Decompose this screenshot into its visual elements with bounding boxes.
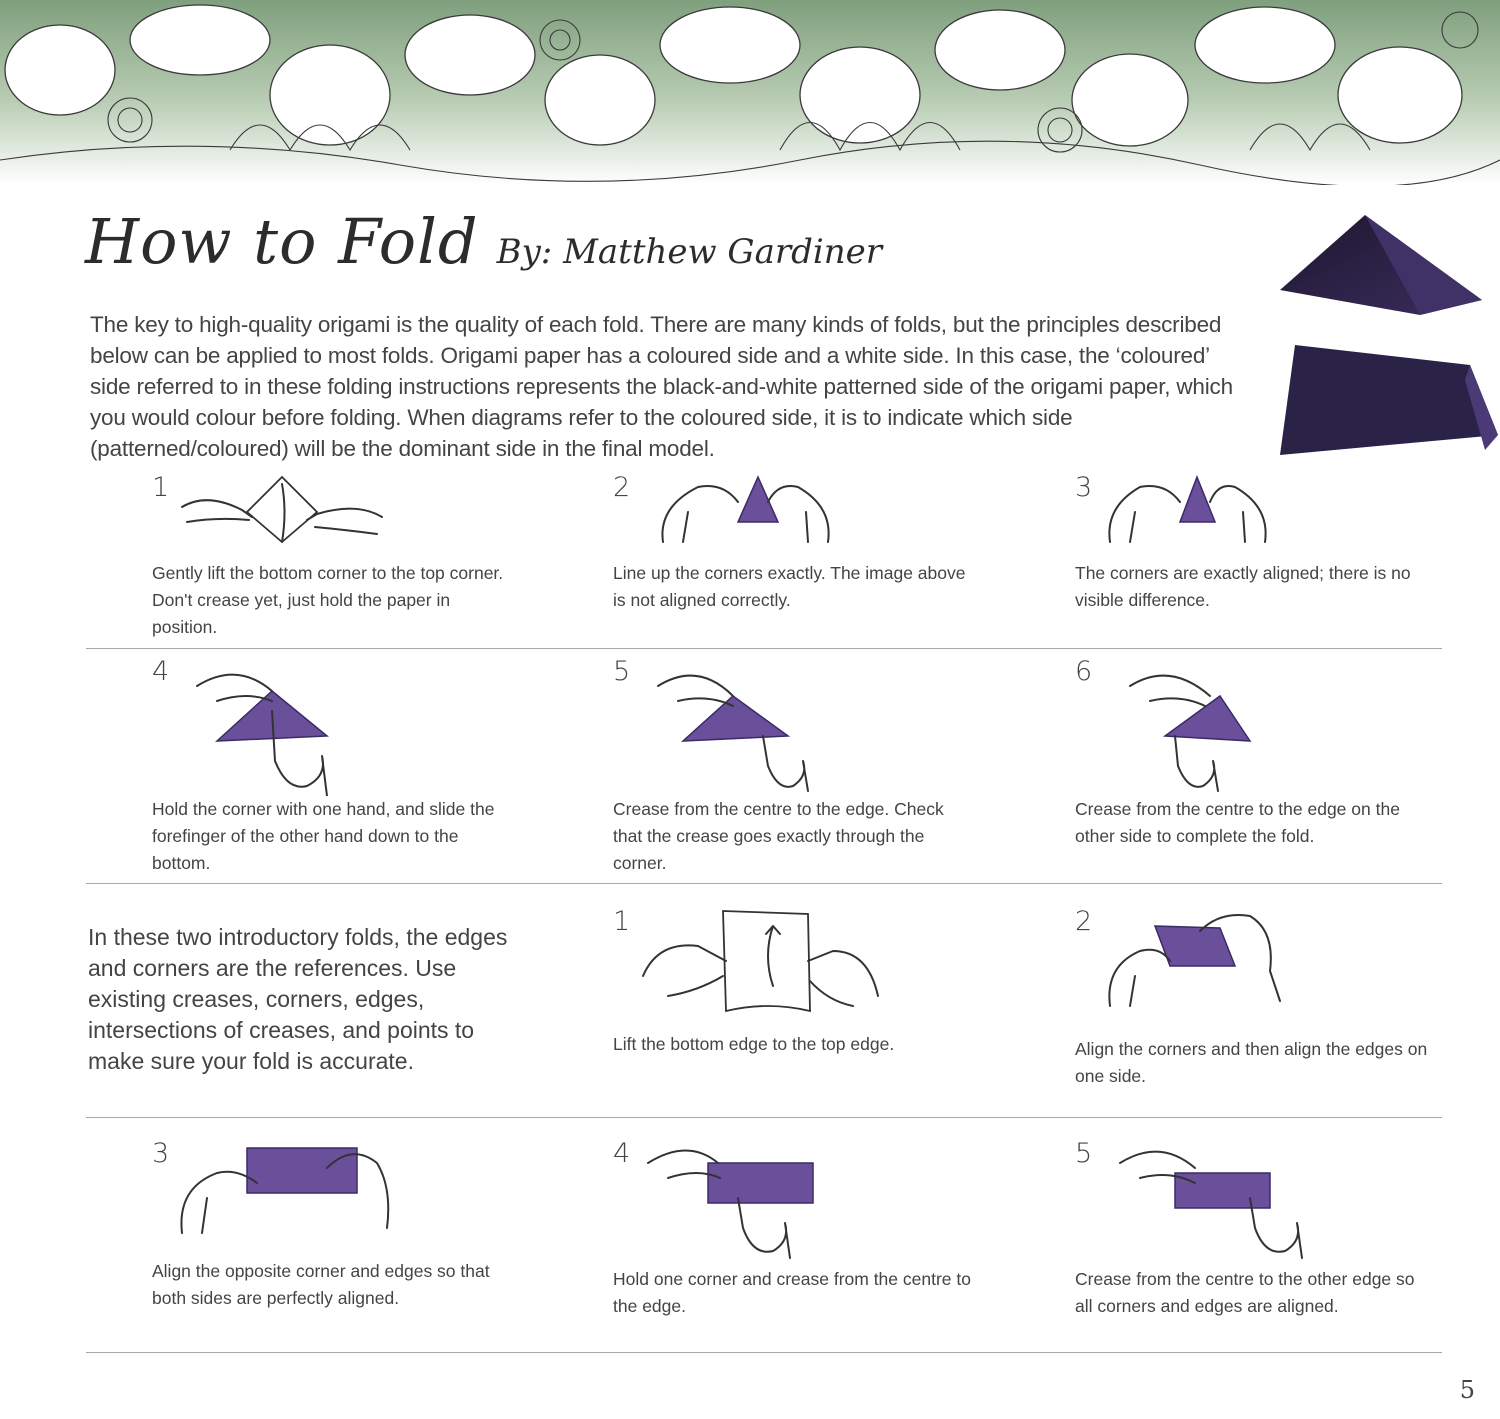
fold-diagram-icon bbox=[177, 1138, 407, 1243]
step-number: 6 bbox=[1075, 656, 1093, 687]
step-number: 1 bbox=[152, 472, 170, 503]
fold-diagram-icon bbox=[638, 656, 848, 796]
side-note: In these two introductory folds, the edges and corners are the references. Use existing creases, corners, edges, intersections of creases, and points to make sure your fold is accurate. bbox=[88, 924, 508, 1074]
step-caption: Lift the bottom edge to the top edge. bbox=[613, 1034, 895, 1054]
step-number: 5 bbox=[613, 656, 631, 687]
step-number: 2 bbox=[1075, 906, 1093, 937]
step-caption: Crease from the centre to the other edge so all corners and edges are aligned. bbox=[1075, 1269, 1415, 1316]
fold-diagram-icon bbox=[638, 1138, 868, 1263]
step-number: 1 bbox=[613, 906, 631, 937]
fold-diagram-icon bbox=[1100, 656, 1310, 796]
step-number: 5 bbox=[1075, 1138, 1093, 1169]
fold-diagram-icon bbox=[1100, 1138, 1330, 1263]
step-caption: Line up the corners exactly. The image above is not aligned correctly. bbox=[613, 563, 966, 610]
step-caption: Hold the corner with one hand, and slide the forefinger of the other hand down to the bottom. bbox=[152, 799, 495, 873]
step-caption: Crease from the centre to the edge on the other side to complete the fold. bbox=[1075, 799, 1400, 846]
step-caption: Align the opposite corner and edges so that both sides are perfectly aligned. bbox=[152, 1261, 490, 1308]
page-title bbox=[85, 205, 882, 278]
fold-diagram-icon bbox=[1100, 472, 1310, 552]
page-number: 5 bbox=[1459, 1376, 1475, 1404]
step-caption: The corners are exactly aligned; there is no visible difference. bbox=[1075, 563, 1411, 610]
intro-paragraph: The key to high-quality origami is the quality of each fold. There are many kinds of folds, but the principles described below can be applied to most folds. Origami paper has a coloured side and a white side. In this case, the ‘coloured’ side referred to in these folding instructions represents the black-and-white patterned side of the origami paper, which you would colour before folding. When diagrams refer to the coloured side, it is to indicate which side (patterned/coloured) will be the dominant side in the final model. bbox=[90, 312, 1233, 461]
divider bbox=[86, 1352, 1442, 1353]
fold-diagram-icon bbox=[638, 906, 888, 1021]
step-caption: Gently lift the bottom corner to the top corner. Don't crease yet, just hold the paper in position. bbox=[152, 563, 504, 637]
step-caption: Crease from the centre to the edge. Check that the crease goes exactly through the corner. bbox=[613, 799, 944, 873]
floral-banner-illustration bbox=[0, 0, 1500, 185]
byline: By: Matthew Gardiner bbox=[496, 232, 882, 272]
divider bbox=[86, 883, 1442, 884]
fold-diagram-icon bbox=[1100, 906, 1310, 1021]
fold-diagram-icon bbox=[638, 472, 848, 552]
step-number: 4 bbox=[152, 656, 170, 687]
step-caption: Align the corners and then align the edges on one side. bbox=[1075, 1039, 1428, 1086]
title-text: How to Fold bbox=[85, 205, 479, 278]
step-number: 3 bbox=[1075, 472, 1093, 503]
step-number: 3 bbox=[152, 1138, 170, 1169]
folded-models-photo bbox=[1270, 205, 1500, 485]
divider bbox=[86, 1117, 1442, 1118]
step-number: 2 bbox=[613, 472, 631, 503]
divider bbox=[86, 648, 1442, 649]
fold-diagram-icon bbox=[177, 472, 387, 552]
fold-diagram-icon bbox=[177, 656, 387, 796]
step-number: 4 bbox=[613, 1138, 631, 1169]
step-caption: Hold one corner and crease from the centre to the edge. bbox=[613, 1269, 971, 1316]
